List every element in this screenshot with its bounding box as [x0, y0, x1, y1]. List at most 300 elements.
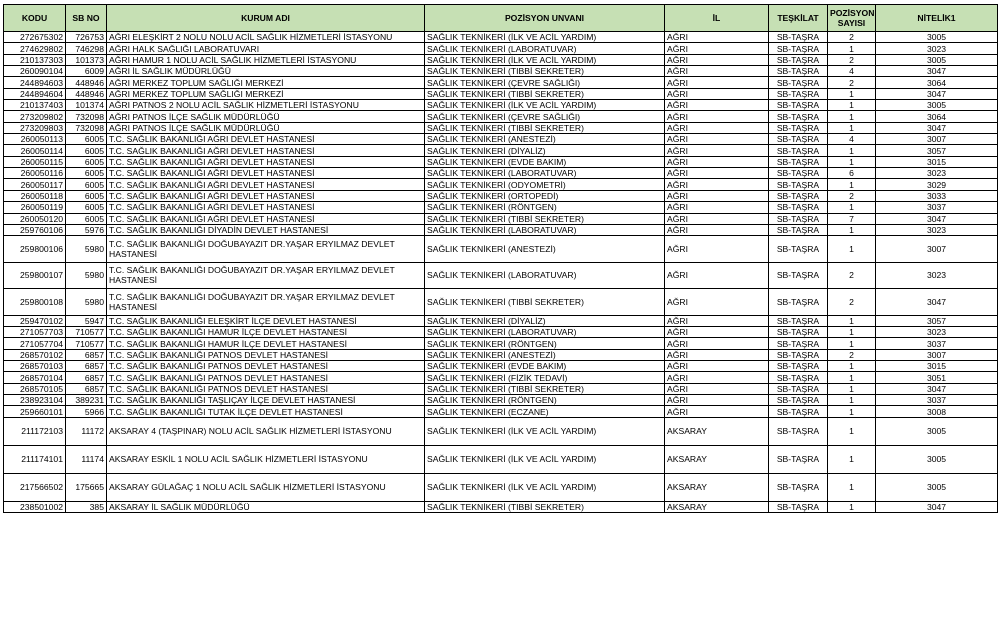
header-teskilat: TEŞKİLAT	[769, 5, 828, 32]
cell-nitelik1: 3033	[876, 190, 998, 201]
cell-nitelik1: 3005	[876, 32, 998, 43]
cell-pozisyon-unvani: SAĞLIK TEKNİKERİ (RÖNTGEN)	[425, 338, 665, 349]
table-row	[4, 88, 998, 99]
cell-kurum-adi: T.C. SAĞLIK BAKANLIĞI AĞRI DEVLET HASTANESİ	[107, 156, 425, 167]
table-row	[4, 202, 998, 213]
cell-pozisyon-unvani: SAĞLIK TEKNİKERİ (LABORATUVAR)	[425, 224, 665, 235]
cell-il: AĞRI	[665, 190, 769, 201]
cell-kurum-adi: T.C. SAĞLIK BAKANLIĞI HAMUR İLÇE DEVLET HASTANESİ	[107, 338, 425, 349]
cell-teskilat: SB-TAŞRA	[769, 383, 828, 394]
cell-teskilat: SB-TAŞRA	[769, 88, 828, 99]
cell-kurum-adi: T.C. SAĞLIK BAKANLIĞI AĞRI DEVLET HASTANESİ	[107, 179, 425, 190]
cell-pozisyon-sayisi: 1	[828, 327, 876, 338]
cell-pozisyon-sayisi: 1	[828, 122, 876, 133]
cell-sbno: 6005	[66, 202, 107, 213]
header-sbno: SB NO	[66, 5, 107, 32]
cell-sbno: 6005	[66, 190, 107, 201]
cell-il: AĞRI	[665, 338, 769, 349]
table-body	[4, 32, 998, 513]
cell-teskilat: SB-TAŞRA	[769, 262, 828, 289]
table-row	[4, 122, 998, 133]
cell-teskilat: SB-TAŞRA	[769, 372, 828, 383]
cell-il: AĞRI	[665, 66, 769, 77]
cell-kurum-adi: T.C. SAĞLIK BAKANLIĞI TAŞLIÇAY İLÇE DEVLET HASTANESİ	[107, 395, 425, 406]
cell-kodu: 211172103	[4, 417, 66, 445]
cell-pozisyon-unvani: SAĞLIK TEKNİKERİ (DİYALİZ)	[425, 315, 665, 326]
cell-pozisyon-sayisi: 2	[828, 32, 876, 43]
cell-teskilat: SB-TAŞRA	[769, 361, 828, 372]
cell-kodu: 244894603	[4, 77, 66, 88]
cell-pozisyon-unvani: SAĞLIK TEKNİKERİ (ÇEVRE SAĞLIĞI)	[425, 77, 665, 88]
cell-nitelik1: 3023	[876, 224, 998, 235]
cell-nitelik1: 3051	[876, 372, 998, 383]
cell-kodu: 268570102	[4, 349, 66, 360]
cell-kodu: 210137303	[4, 54, 66, 65]
cell-nitelik1: 3057	[876, 145, 998, 156]
cell-il: AĞRI	[665, 156, 769, 167]
cell-pozisyon-unvani: SAĞLIK TEKNİKERİ (EVDE BAKIM)	[425, 361, 665, 372]
cell-sbno: 101374	[66, 100, 107, 111]
cell-il: AĞRI	[665, 395, 769, 406]
cell-il: AKSARAY	[665, 445, 769, 473]
cell-kodu: 271057703	[4, 327, 66, 338]
cell-kurum-adi: T.C. SAĞLIK BAKANLIĞI PATNOS DEVLET HASTANESİ	[107, 383, 425, 394]
cell-sbno: 11172	[66, 417, 107, 445]
cell-kurum-adi: AĞRI PATNOS 2 NOLU ACİL SAĞLIK HİZMETLERİ İSTASYONU	[107, 100, 425, 111]
cell-il: AĞRI	[665, 100, 769, 111]
cell-il: AĞRI	[665, 202, 769, 213]
cell-nitelik1: 3064	[876, 111, 998, 122]
cell-sbno: 710577	[66, 338, 107, 349]
header-nitelik1: NİTELİK1	[876, 5, 998, 32]
cell-kodu: 259800108	[4, 289, 66, 316]
cell-kodu: 217566502	[4, 473, 66, 501]
cell-sbno: 385	[66, 501, 107, 512]
cell-kurum-adi: T.C. SAĞLIK BAKANLIĞI PATNOS DEVLET HASTANESİ	[107, 349, 425, 360]
cell-pozisyon-sayisi: 2	[828, 190, 876, 201]
cell-nitelik1: 3047	[876, 383, 998, 394]
cell-pozisyon-unvani: SAĞLIK TEKNİKERİ (LABORATUVAR)	[425, 168, 665, 179]
cell-sbno: 101373	[66, 54, 107, 65]
cell-pozisyon-sayisi: 1	[828, 361, 876, 372]
cell-nitelik1: 3047	[876, 66, 998, 77]
cell-sbno: 726753	[66, 32, 107, 43]
cell-kodu: 260050115	[4, 156, 66, 167]
cell-kurum-adi: AĞRI HAMUR 1 NOLU ACİL SAĞLIK HİZMETLERİ İSTASYONU	[107, 54, 425, 65]
cell-kodu: 268570105	[4, 383, 66, 394]
cell-teskilat: SB-TAŞRA	[769, 179, 828, 190]
cell-nitelik1: 3047	[876, 122, 998, 133]
cell-nitelik1: 3005	[876, 417, 998, 445]
cell-kodu: 274629802	[4, 43, 66, 54]
cell-pozisyon-unvani: SAĞLIK TEKNİKERİ (TIBBİ SEKRETER)	[425, 88, 665, 99]
cell-kurum-adi: AKSARAY İL SAĞLIK MÜDÜRLÜĞÜ	[107, 501, 425, 512]
cell-sbno: 175665	[66, 473, 107, 501]
cell-pozisyon-sayisi: 2	[828, 77, 876, 88]
cell-nitelik1: 3005	[876, 473, 998, 501]
cell-pozisyon-unvani: SAĞLIK TEKNİKERİ (İLK VE ACİL YARDIM)	[425, 417, 665, 445]
cell-pozisyon-sayisi: 1	[828, 315, 876, 326]
cell-kodu: 268570103	[4, 361, 66, 372]
cell-sbno: 6005	[66, 145, 107, 156]
cell-kurum-adi: T.C. SAĞLIK BAKANLIĞI AĞRI DEVLET HASTANESİ	[107, 213, 425, 224]
cell-pozisyon-sayisi: 6	[828, 168, 876, 179]
table-row	[4, 54, 998, 65]
cell-il: AĞRI	[665, 179, 769, 190]
cell-nitelik1: 3023	[876, 327, 998, 338]
table-row	[4, 213, 998, 224]
cell-il: AĞRI	[665, 122, 769, 133]
table-row	[4, 43, 998, 54]
cell-kodu: 259760106	[4, 224, 66, 235]
cell-kodu: 272675302	[4, 32, 66, 43]
cell-pozisyon-sayisi: 1	[828, 224, 876, 235]
cell-pozisyon-unvani: SAĞLIK TEKNİKERİ (EVDE BAKIM)	[425, 156, 665, 167]
cell-pozisyon-unvani: SAĞLIK TEKNİKERİ (İLK VE ACİL YARDIM)	[425, 445, 665, 473]
table-row	[4, 66, 998, 77]
cell-il: AĞRI	[665, 406, 769, 417]
cell-pozisyon-unvani: SAĞLIK TEKNİKERİ (LABORATUVAR)	[425, 43, 665, 54]
cell-pozisyon-sayisi: 1	[828, 417, 876, 445]
cell-pozisyon-sayisi: 1	[828, 406, 876, 417]
table-row	[4, 445, 998, 473]
cell-pozisyon-sayisi: 1	[828, 156, 876, 167]
cell-pozisyon-sayisi: 2	[828, 349, 876, 360]
cell-nitelik1: 3015	[876, 361, 998, 372]
cell-pozisyon-unvani: SAĞLIK TEKNİKERİ (TIBBİ SEKRETER)	[425, 213, 665, 224]
cell-il: AĞRI	[665, 145, 769, 156]
table-row	[4, 473, 998, 501]
cell-kodu: 259660101	[4, 406, 66, 417]
cell-teskilat: SB-TAŞRA	[769, 213, 828, 224]
cell-nitelik1: 3057	[876, 315, 998, 326]
cell-teskilat: SB-TAŞRA	[769, 66, 828, 77]
cell-pozisyon-unvani: SAĞLIK TEKNİKERİ (ORTOPEDİ)	[425, 190, 665, 201]
table-row	[4, 327, 998, 338]
cell-pozisyon-unvani: SAĞLIK TEKNİKERİ (ANESTEZİ)	[425, 236, 665, 263]
cell-pozisyon-sayisi: 2	[828, 289, 876, 316]
cell-il: AĞRI	[665, 134, 769, 145]
cell-il: AĞRI	[665, 54, 769, 65]
cell-pozisyon-sayisi: 1	[828, 501, 876, 512]
cell-sbno: 448946	[66, 77, 107, 88]
cell-pozisyon-unvani: SAĞLIK TEKNİKERİ (TIBBİ SEKRETER)	[425, 289, 665, 316]
cell-nitelik1: 3007	[876, 134, 998, 145]
cell-pozisyon-sayisi: 1	[828, 236, 876, 263]
cell-teskilat: SB-TAŞRA	[769, 406, 828, 417]
cell-pozisyon-unvani: SAĞLIK TEKNİKERİ (LABORATUVAR)	[425, 327, 665, 338]
cell-sbno: 6005	[66, 213, 107, 224]
cell-sbno: 5947	[66, 315, 107, 326]
table-row	[4, 361, 998, 372]
table-row	[4, 315, 998, 326]
cell-pozisyon-unvani: SAĞLIK TEKNİKERİ (İLK VE ACİL YARDIM)	[425, 473, 665, 501]
cell-teskilat: SB-TAŞRA	[769, 338, 828, 349]
positions-table	[3, 4, 998, 513]
cell-sbno: 6005	[66, 156, 107, 167]
cell-il: AĞRI	[665, 262, 769, 289]
cell-pozisyon-sayisi: 1	[828, 445, 876, 473]
cell-nitelik1: 3005	[876, 100, 998, 111]
cell-sbno: 5976	[66, 224, 107, 235]
cell-kurum-adi: AĞRI PATNOS İLÇE SAĞLIK MÜDÜRLÜĞÜ	[107, 111, 425, 122]
cell-sbno: 5980	[66, 236, 107, 263]
header-row	[4, 5, 998, 32]
cell-teskilat: SB-TAŞRA	[769, 315, 828, 326]
cell-pozisyon-sayisi: 1	[828, 473, 876, 501]
cell-pozisyon-unvani: SAĞLIK TEKNİKERİ (ODYOMETRİ)	[425, 179, 665, 190]
cell-teskilat: SB-TAŞRA	[769, 236, 828, 263]
cell-pozisyon-sayisi: 7	[828, 213, 876, 224]
cell-pozisyon-sayisi: 2	[828, 262, 876, 289]
table-row	[4, 77, 998, 88]
cell-teskilat: SB-TAŞRA	[769, 190, 828, 201]
cell-kodu: 260050118	[4, 190, 66, 201]
table-row	[4, 224, 998, 235]
cell-teskilat: SB-TAŞRA	[769, 327, 828, 338]
cell-kodu: 260050113	[4, 134, 66, 145]
cell-teskilat: SB-TAŞRA	[769, 349, 828, 360]
cell-il: AĞRI	[665, 236, 769, 263]
cell-kurum-adi: T.C. SAĞLIK BAKANLIĞI PATNOS DEVLET HASTANESİ	[107, 361, 425, 372]
cell-il: AKSARAY	[665, 417, 769, 445]
cell-nitelik1: 3007	[876, 236, 998, 263]
cell-kurum-adi: AĞRI PATNOS İLÇE SAĞLIK MÜDÜRLÜĞÜ	[107, 122, 425, 133]
table-row	[4, 501, 998, 512]
cell-kurum-adi: T.C. SAĞLIK BAKANLIĞI HAMUR İLÇE DEVLET HASTANESİ	[107, 327, 425, 338]
header-pozisyon-sayisi: POZİSYON SAYISI	[828, 5, 876, 32]
cell-kurum-adi: T.C. SAĞLIK BAKANLIĞI DİYADİN DEVLET HASTANESİ	[107, 224, 425, 235]
cell-pozisyon-unvani: SAĞLIK TEKNİKERİ (DİYALİZ)	[425, 145, 665, 156]
cell-nitelik1: 3023	[876, 43, 998, 54]
cell-nitelik1: 3015	[876, 156, 998, 167]
cell-sbno: 746298	[66, 43, 107, 54]
table-row	[4, 289, 998, 316]
header-il: İL	[665, 5, 769, 32]
table-row	[4, 32, 998, 43]
cell-kodu: 259470102	[4, 315, 66, 326]
cell-kurum-adi: T.C. SAĞLIK BAKANLIĞI AĞRI DEVLET HASTANESİ	[107, 190, 425, 201]
header-kodu: KODU	[4, 5, 66, 32]
cell-sbno: 6005	[66, 168, 107, 179]
cell-nitelik1: 3037	[876, 395, 998, 406]
cell-kurum-adi: AKSARAY 4 (TAŞPINAR) NOLU ACİL SAĞLIK HİZMETLERİ İSTASYONU	[107, 417, 425, 445]
cell-pozisyon-unvani: SAĞLIK TEKNİKERİ (İLK VE ACİL YARDIM)	[425, 54, 665, 65]
cell-il: AĞRI	[665, 88, 769, 99]
cell-kurum-adi: AĞRI HALK SAĞLIĞI LABORATUVARI	[107, 43, 425, 54]
cell-sbno: 448946	[66, 88, 107, 99]
cell-kodu: 260090104	[4, 66, 66, 77]
cell-teskilat: SB-TAŞRA	[769, 145, 828, 156]
cell-il: AĞRI	[665, 361, 769, 372]
cell-kurum-adi: T.C. SAĞLIK BAKANLIĞI AĞRI DEVLET HASTANESİ	[107, 168, 425, 179]
cell-kurum-adi: T.C. SAĞLIK BAKANLIĞI DOĞUBAYAZIT DR.YAŞAR ERYILMAZ DEVLET HASTANESİ	[107, 236, 425, 263]
cell-il: AĞRI	[665, 289, 769, 316]
cell-pozisyon-sayisi: 1	[828, 395, 876, 406]
cell-pozisyon-unvani: SAĞLIK TEKNİKERİ (TIBBİ SEKRETER)	[425, 383, 665, 394]
table-row	[4, 145, 998, 156]
cell-nitelik1: 3008	[876, 406, 998, 417]
cell-pozisyon-unvani: SAĞLIK TEKNİKERİ (RÖNTGEN)	[425, 202, 665, 213]
cell-sbno: 6009	[66, 66, 107, 77]
cell-nitelik1: 3023	[876, 262, 998, 289]
cell-il: AĞRI	[665, 327, 769, 338]
cell-sbno: 5980	[66, 289, 107, 316]
cell-pozisyon-unvani: SAĞLIK TEKNİKERİ (TIBBİ SEKRETER)	[425, 501, 665, 512]
cell-sbno: 732098	[66, 111, 107, 122]
cell-nitelik1: 3005	[876, 54, 998, 65]
cell-sbno: 710577	[66, 327, 107, 338]
cell-sbno: 5966	[66, 406, 107, 417]
cell-nitelik1: 3029	[876, 179, 998, 190]
table-row	[4, 236, 998, 263]
cell-sbno: 6857	[66, 349, 107, 360]
cell-il: AKSARAY	[665, 501, 769, 512]
cell-kodu: 260050117	[4, 179, 66, 190]
cell-kurum-adi: AĞRI MERKEZ TOPLUM SAĞLIĞI MERKEZİ	[107, 88, 425, 99]
cell-pozisyon-sayisi: 1	[828, 88, 876, 99]
cell-teskilat: SB-TAŞRA	[769, 43, 828, 54]
cell-nitelik1: 3047	[876, 88, 998, 99]
cell-pozisyon-sayisi: 1	[828, 145, 876, 156]
cell-teskilat: SB-TAŞRA	[769, 32, 828, 43]
cell-kodu: 273209803	[4, 122, 66, 133]
cell-teskilat: SB-TAŞRA	[769, 417, 828, 445]
cell-pozisyon-sayisi: 1	[828, 179, 876, 190]
cell-pozisyon-sayisi: 1	[828, 383, 876, 394]
cell-kurum-adi: T.C. SAĞLIK BAKANLIĞI DOĞUBAYAZIT DR.YAŞAR ERYILMAZ DEVLET HASTANESİ	[107, 289, 425, 316]
cell-teskilat: SB-TAŞRA	[769, 289, 828, 316]
cell-sbno: 6857	[66, 372, 107, 383]
table-row	[4, 179, 998, 190]
cell-teskilat: SB-TAŞRA	[769, 156, 828, 167]
cell-kurum-adi: AKSARAY GÜLAĞAÇ 1 NOLU ACİL SAĞLIK HİZMETLERİ İSTASYONU	[107, 473, 425, 501]
cell-nitelik1: 3047	[876, 213, 998, 224]
cell-pozisyon-unvani: SAĞLIK TEKNİKERİ (LABORATUVAR)	[425, 262, 665, 289]
table-row	[4, 134, 998, 145]
cell-sbno: 6857	[66, 361, 107, 372]
table-row	[4, 190, 998, 201]
cell-kurum-adi: AĞRI İL SAĞLIK MÜDÜRLÜĞÜ	[107, 66, 425, 77]
cell-il: AĞRI	[665, 77, 769, 88]
cell-pozisyon-sayisi: 2	[828, 54, 876, 65]
cell-teskilat: SB-TAŞRA	[769, 111, 828, 122]
cell-kodu: 268570104	[4, 372, 66, 383]
cell-pozisyon-unvani: SAĞLIK TEKNİKERİ (ÇEVRE SAĞLIĞI)	[425, 111, 665, 122]
header-pozisyon-unvani: POZİSYON UNVANI	[425, 5, 665, 32]
cell-teskilat: SB-TAŞRA	[769, 122, 828, 133]
cell-sbno: 11174	[66, 445, 107, 473]
cell-nitelik1: 3023	[876, 168, 998, 179]
cell-pozisyon-sayisi: 4	[828, 66, 876, 77]
cell-teskilat: SB-TAŞRA	[769, 77, 828, 88]
cell-kodu: 244894604	[4, 88, 66, 99]
cell-nitelik1: 3037	[876, 338, 998, 349]
table-row	[4, 111, 998, 122]
cell-teskilat: SB-TAŞRA	[769, 445, 828, 473]
table-row	[4, 395, 998, 406]
cell-kurum-adi: T.C. SAĞLIK BAKANLIĞI ELEŞKİRT İLÇE DEVLET HASTANESİ	[107, 315, 425, 326]
cell-kodu: 211174101	[4, 445, 66, 473]
cell-kodu: 259800106	[4, 236, 66, 263]
cell-sbno: 6005	[66, 179, 107, 190]
cell-il: AĞRI	[665, 372, 769, 383]
cell-il: AĞRI	[665, 168, 769, 179]
cell-teskilat: SB-TAŞRA	[769, 395, 828, 406]
cell-kodu: 260050119	[4, 202, 66, 213]
table-row	[4, 100, 998, 111]
cell-kodu: 260050116	[4, 168, 66, 179]
table-row	[4, 383, 998, 394]
cell-il: AĞRI	[665, 349, 769, 360]
cell-sbno: 389231	[66, 395, 107, 406]
cell-il: AĞRI	[665, 32, 769, 43]
cell-teskilat: SB-TAŞRA	[769, 224, 828, 235]
cell-pozisyon-unvani: SAĞLIK TEKNİKERİ (TIBBİ SEKRETER)	[425, 122, 665, 133]
cell-teskilat: SB-TAŞRA	[769, 100, 828, 111]
cell-sbno: 5980	[66, 262, 107, 289]
cell-nitelik1: 3064	[876, 77, 998, 88]
cell-kodu: 238501002	[4, 501, 66, 512]
cell-pozisyon-sayisi: 1	[828, 372, 876, 383]
cell-pozisyon-sayisi: 1	[828, 43, 876, 54]
cell-kodu: 271057704	[4, 338, 66, 349]
cell-pozisyon-unvani: SAĞLIK TEKNİKERİ (İLK VE ACİL YARDIM)	[425, 100, 665, 111]
cell-nitelik1: 3047	[876, 289, 998, 316]
cell-pozisyon-unvani: SAĞLIK TEKNİKERİ (ANESTEZİ)	[425, 349, 665, 360]
cell-kodu: 260050114	[4, 145, 66, 156]
cell-teskilat: SB-TAŞRA	[769, 168, 828, 179]
table-row	[4, 156, 998, 167]
table-row	[4, 349, 998, 360]
cell-kurum-adi: T.C. SAĞLIK BAKANLIĞI PATNOS DEVLET HASTANESİ	[107, 372, 425, 383]
cell-kodu: 259800107	[4, 262, 66, 289]
cell-kodu: 273209802	[4, 111, 66, 122]
cell-teskilat: SB-TAŞRA	[769, 473, 828, 501]
cell-teskilat: SB-TAŞRA	[769, 134, 828, 145]
cell-il: AKSARAY	[665, 473, 769, 501]
cell-kurum-adi: T.C. SAĞLIK BAKANLIĞI DOĞUBAYAZIT DR.YAŞAR ERYILMAZ DEVLET HASTANESİ	[107, 262, 425, 289]
cell-pozisyon-sayisi: 1	[828, 111, 876, 122]
cell-pozisyon-unvani: SAĞLIK TEKNİKERİ (FİZİK TEDAVİ)	[425, 372, 665, 383]
cell-kurum-adi: T.C. SAĞLIK BAKANLIĞI TUTAK İLÇE DEVLET HASTANESİ	[107, 406, 425, 417]
cell-pozisyon-sayisi: 1	[828, 100, 876, 111]
cell-kodu: 260050120	[4, 213, 66, 224]
cell-kurum-adi: AĞRI MERKEZ TOPLUM SAĞLIĞI MERKEZİ	[107, 77, 425, 88]
cell-il: AĞRI	[665, 213, 769, 224]
cell-kodu: 210137403	[4, 100, 66, 111]
cell-pozisyon-unvani: SAĞLIK TEKNİKERİ (İLK VE ACİL YARDIM)	[425, 32, 665, 43]
cell-kurum-adi: T.C. SAĞLIK BAKANLIĞI AĞRI DEVLET HASTANESİ	[107, 202, 425, 213]
table-row	[4, 417, 998, 445]
cell-sbno: 732098	[66, 122, 107, 133]
cell-il: AĞRI	[665, 224, 769, 235]
cell-nitelik1: 3007	[876, 349, 998, 360]
cell-il: AĞRI	[665, 315, 769, 326]
cell-kurum-adi: T.C. SAĞLIK BAKANLIĞI AĞRI DEVLET HASTANESİ	[107, 145, 425, 156]
cell-kurum-adi: T.C. SAĞLIK BAKANLIĞI AĞRI DEVLET HASTANESİ	[107, 134, 425, 145]
table-row	[4, 338, 998, 349]
cell-teskilat: SB-TAŞRA	[769, 501, 828, 512]
cell-nitelik1: 3047	[876, 501, 998, 512]
cell-sbno: 6857	[66, 383, 107, 394]
table-row	[4, 372, 998, 383]
table-row	[4, 262, 998, 289]
cell-pozisyon-unvani: SAĞLIK TEKNİKERİ (TIBBİ SEKRETER)	[425, 66, 665, 77]
cell-pozisyon-unvani: SAĞLIK TEKNİKERİ (ANESTEZİ)	[425, 134, 665, 145]
cell-kurum-adi: AKSARAY ESKİL 1 NOLU ACİL SAĞLIK HİZMETLERİ İSTASYONU	[107, 445, 425, 473]
cell-pozisyon-sayisi: 1	[828, 338, 876, 349]
